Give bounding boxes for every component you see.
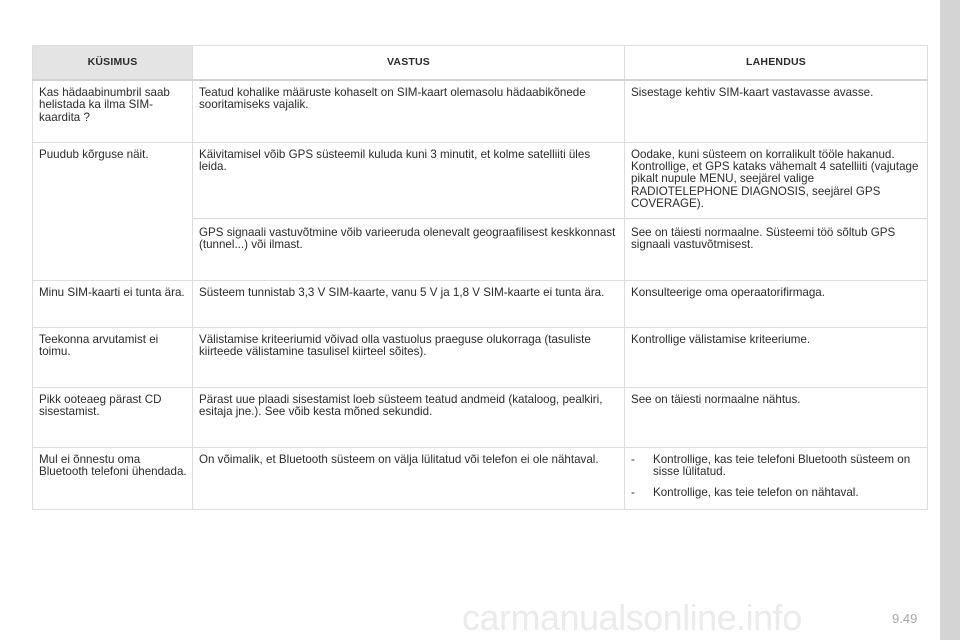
answer-text: On võimalik, et Bluetooth süsteem on välja lülitatud või telefon ei ole nähtaval.: [199, 452, 599, 466]
table-row: [33, 280, 928, 327]
watermark: carmanualsonline.info: [462, 597, 802, 638]
answer-cell: [193, 80, 625, 142]
page-number: 9.49: [892, 611, 918, 626]
answer-block-1: [199, 149, 618, 218]
header-solution: LAHENDUS: [625, 46, 928, 81]
solution-cell: [625, 447, 928, 509]
header-answer: VASTUS: [193, 46, 625, 81]
answer-cell: [193, 280, 625, 327]
solution-text-2: See on täiesti normaalne. Süsteemi töö sõltub GPS signaali vastuvõtmisest.: [631, 225, 896, 251]
question-text: Mul ei õnnestu oma Bluetooth telefoni ühendada.: [39, 452, 187, 478]
table-row: [33, 327, 928, 387]
answer-cell: [193, 142, 625, 280]
question-cell: [33, 280, 193, 327]
question-cell: [33, 142, 193, 280]
solution-cell: [625, 280, 928, 327]
table-row: [33, 80, 928, 142]
solution-text: Kontrollige välistamise kriteeriume.: [631, 332, 811, 346]
solution-cell: [625, 80, 928, 142]
question-text: Minu SIM-kaarti ei tunta ära.: [39, 285, 185, 299]
question-text: Puudub kõrguse näit.: [39, 147, 149, 161]
question-cell: [33, 387, 193, 447]
answer-text: Teatud kohalike määruste kohaselt on SIM-kaart olemasolu hädaabikõnede sooritamiseks vajalik.: [199, 86, 586, 112]
solution-cell: [625, 387, 928, 447]
solution-text: Konsulteerige oma operaatorifirmaga.: [631, 285, 825, 299]
answer-text: Süsteem tunnistab 3,3 V SIM-kaarte, vanu 5 V ja 1,8 V SIM-kaarte ei tunta ära.: [199, 285, 605, 299]
table-row: [33, 387, 928, 447]
question-cell: [33, 80, 193, 142]
header-question: KÜSIMUS: [33, 46, 193, 81]
solution-text: Sisestage kehtiv SIM-kaart vastavasse avasse.: [631, 86, 874, 99]
solution-cell: [625, 327, 928, 387]
list-item: [631, 454, 921, 479]
list-item-text: Kontrollige, kas teie telefoni Bluetooth süsteem on sisse lülitatud.: [653, 452, 911, 478]
list-dash: -: [631, 452, 635, 466]
page-edge-bar: [940, 0, 960, 640]
sub-row-divider: [625, 218, 927, 219]
faq-table: [32, 45, 928, 510]
list-dash: -: [631, 486, 635, 500]
table-header-row: [33, 46, 928, 81]
answer-text: Välistamise kriteeriumid võivad olla vastuolus praeguse olukorraga (tasuliste kiirteede välistamine tasulisel kiirteel sõites).: [199, 332, 591, 358]
solution-cell: [625, 142, 928, 280]
table-row: [33, 447, 928, 509]
question-text: Kas hädaabinumbril saab helistada ka ilma SIM-kaardita ?: [39, 86, 170, 124]
answer-text: Käivitamisel võib GPS süsteemil kuluda kuni 3 minutit, et kolme satelliiti üles leida.: [199, 147, 591, 173]
table-row: [33, 142, 928, 280]
solution-text: See on täiesti normaalne nähtus.: [631, 392, 801, 406]
sub-row-divider: [193, 218, 624, 219]
answer-text-2: GPS signaali vastuvõtmine võib varieeruda olenevalt geograafilisest keskkonnast (tunnel...) või ilmast.: [199, 225, 616, 251]
list-item: [631, 487, 921, 499]
question-text: Pikk ooteaeg pärast CD sisestamist.: [39, 392, 162, 418]
solution-block-1: [631, 149, 921, 218]
answer-cell: [193, 327, 625, 387]
question-cell: [33, 447, 193, 509]
answer-text: Pärast uue plaadi sisestamist loeb süsteem teatud andmeid (kataloog, pealkiri, esitaja jne.). See võib kesta mõned sekundid.: [199, 392, 603, 418]
question-cell: [33, 327, 193, 387]
answer-cell: [193, 447, 625, 509]
solution-text: Oodake, kuni süsteem on korralikult tööle hakanud. Kontrollige, et GPS kataks vähemalt 4 satelliiti (vajutage pikalt nupule MENU, seejärel valige RADIOTELEPHONE DIAGNOSIS, seejärel GPS COVERAGE).: [631, 147, 919, 211]
answer-cell: [193, 387, 625, 447]
list-item-text: Kontrollige, kas teie telefon on nähtaval.: [653, 486, 859, 500]
question-text: Teekonna arvutamist ei toimu.: [39, 332, 159, 358]
